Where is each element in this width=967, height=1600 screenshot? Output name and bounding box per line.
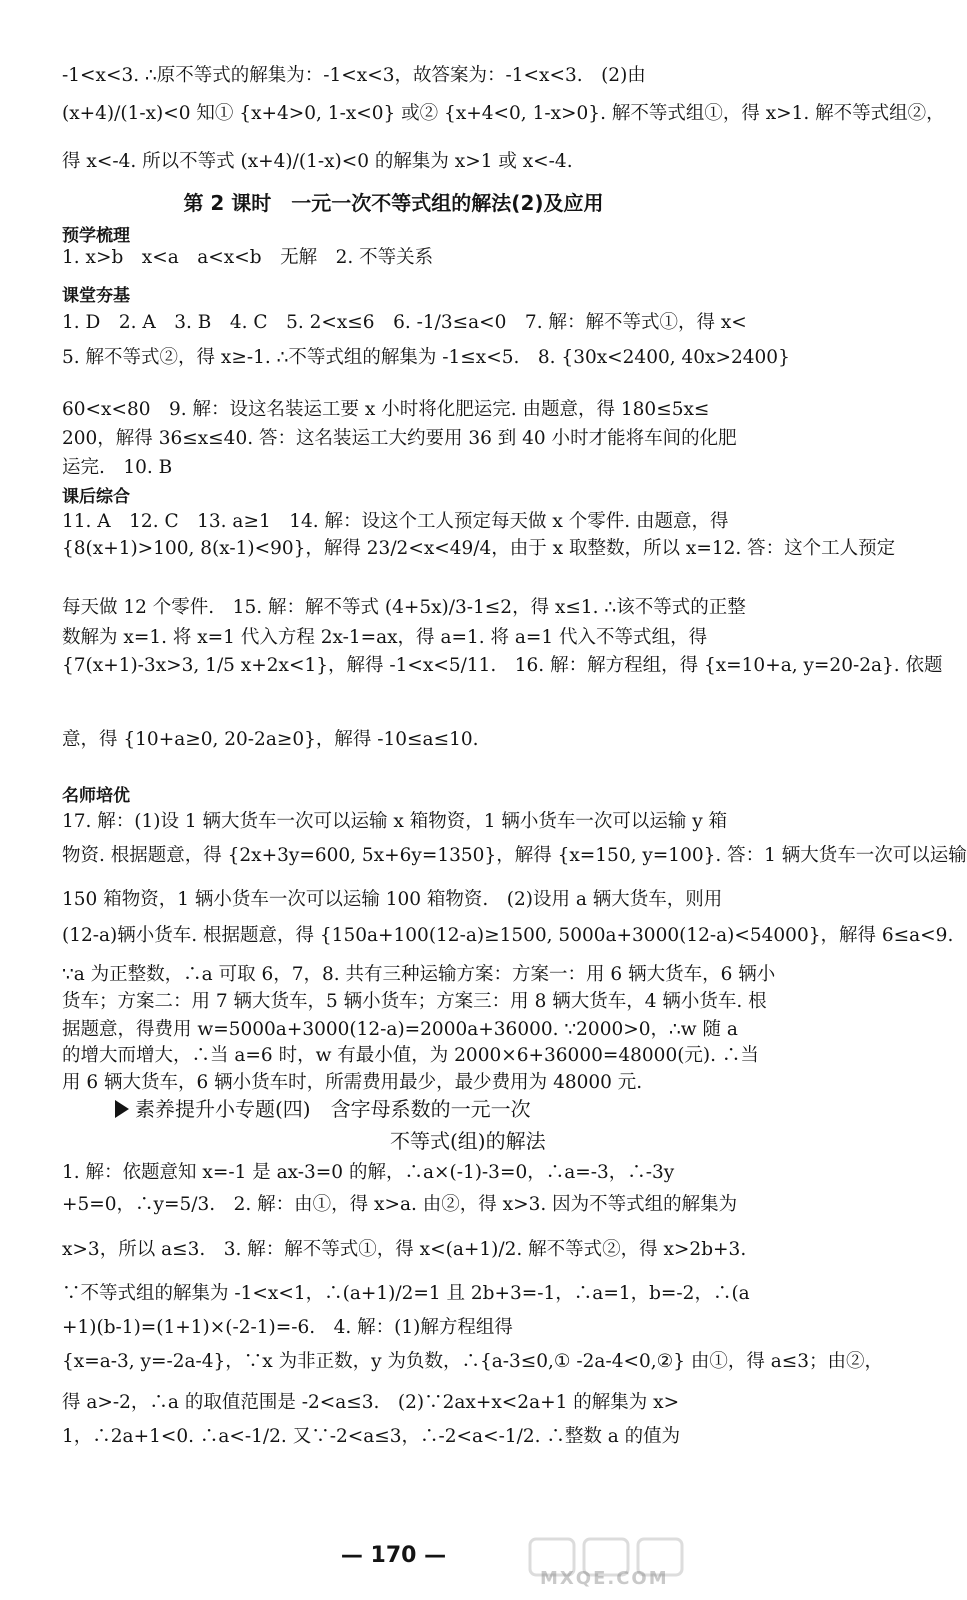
text-line: 每天做 12 个零件. 15. 解：解不等式 (4+5x)/3-1≤2，得 x≤1. ∴该不等式的正整 <box>62 597 746 618</box>
text-line: 200，解得 36≤x≤40. 答：这名装运工大约要用 36 到 40 小时才能将车间的化肥 <box>62 428 737 449</box>
text-line: 用 6 辆大货车，6 辆小货车时，所需费用最少，最少费用为 48000 元. <box>62 1072 643 1093</box>
section-heading: 课堂夯基 <box>62 286 130 306</box>
text-line: 运完. 10. B <box>62 457 173 478</box>
text-line: 150 箱物资，1 辆小货车一次可以运输 100 箱物资. (2)设用 a 辆大货车，则用 <box>62 889 723 910</box>
watermark-text: MXQE.COM <box>540 1568 669 1589</box>
text-line: 60<x<80 9. 解：设这名装运工要 x 小时将化肥运完. 由题意，得 180≤5x≤ <box>62 399 710 420</box>
text-line: {8(x+1)>100, 8(x-1)<90}，解得 23/2<x<49/4，由于 x 取整数，所以 x=12. 答：这个工人预定 <box>62 538 896 559</box>
text-line: 1，∴2a+1<0. ∴a<-1/2. 又∵-2<a≤3，∴-2<a<-1/2. ∴整数 a 的值为 <box>62 1426 681 1447</box>
text-line: +1)(b-1)=(1+1)×(-2-1)=-6. 4. 解：(1)解方程组得 <box>62 1317 513 1338</box>
text-line: ∵a 为正整数，∴a 可取 6，7，8. 共有三种运输方案：方案一：用 6 辆大货车，6 辆小 <box>62 964 776 985</box>
text-line: (x+4)/(1-x)<0 知① {x+4>0, 1-x<0} 或② {x+4<0, 1-x>0}. 解不等式组①，得 x>1. 解不等式组②， <box>62 103 945 124</box>
section-heading: 名师培优 <box>62 786 130 806</box>
triangle-bullet-icon <box>115 1100 129 1118</box>
text-line: 17. 解：(1)设 1 辆大货车一次可以运输 x 箱物资，1 辆小货车一次可以运输 y 箱 <box>62 811 728 832</box>
topic-heading-line2: 不等式(组)的解法 <box>390 1129 546 1153</box>
text-line: 11. A 12. C 13. a≥1 14. 解：设这个工人预定每天做 x 个零件. 由题意，得 <box>62 511 729 532</box>
text-line: +5=0，∴y=5/3. 2. 解：由①，得 x>a. 由②，得 x>3. 因为不等式组的解集为 <box>62 1194 738 1215</box>
text-line: ∵不等式组的解集为 -1<x<1，∴(a+1)/2=1 且 2b+3=-1，∴a=1，b=-2，∴(a <box>62 1283 750 1304</box>
text-line: 1. x>b x<a a<x<b 无解 2. 不等关系 <box>62 247 434 268</box>
page-number: — 170 — <box>340 1543 447 1568</box>
text-line: 物资. 根据题意，得 {2x+3y=600, 5x+6y=1350}，解得 {x=150, y=100}. 答：1 辆大货车一次可以运输 <box>62 845 967 866</box>
lesson-title: 第 2 课时 一元一次不等式组的解法(2)及应用 <box>183 191 604 215</box>
section-heading: 课后综合 <box>62 487 130 507</box>
text-line: 5. 解不等式②，得 x≥-1. ∴不等式组的解集为 -1≤x<5. 8. {30x<2400, 40x>2400} <box>62 347 790 368</box>
text-line: 数解为 x=1. 将 x=1 代入方程 2x-1=ax，得 a=1. 将 a=1 代入不等式组，得 <box>62 627 708 648</box>
text-line: 1. 解：依题意知 x=-1 是 ax-3=0 的解，∴a×(-1)-3=0，∴a=-3，∴-3y <box>62 1162 675 1183</box>
text-line: 得 x<-4. 所以不等式 (x+4)/(1-x)<0 的解集为 x>1 或 x<-4. <box>62 151 573 172</box>
text-line: x>3，所以 a≤3. 3. 解：解不等式①，得 x<(a+1)/2. 解不等式②，得 x>2b+3. <box>62 1239 747 1260</box>
topic-heading-line1 <box>115 1096 735 1122</box>
section-heading: 预学梳理 <box>62 226 130 246</box>
text-line: -1<x<3. ∴原不等式的解集为：-1<x<3，故答案为：-1<x<3. (2)由 <box>62 65 646 86</box>
text-line: 的增大而增大，∴当 a=6 时，w 有最小值，为 2000×6+36000=48000(元). ∴当 <box>62 1045 759 1066</box>
topic-title-line1: 素养提升小专题(四) 含字母系数的一元一次 <box>135 1097 531 1121</box>
text-line: 得 a>-2，∴a 的取值范围是 -2<a≤3. (2)∵2ax+x<2a+1 的解集为 x> <box>62 1392 680 1413</box>
text-line: 1. D 2. A 3. B 4. C 5. 2<x≤6 6. -1/3≤a<0 7. 解：解不等式①，得 x< <box>62 312 747 333</box>
text-line: {7(x+1)-3x>3, 1/5 x+2x<1}，解得 -1<x<5/11. 16. 解：解方程组，得 {x=10+a, y=20-2a}. 依题 <box>62 655 943 676</box>
text-line: 意，得 {10+a≥0, 20-2a≥0}，解得 -10≤a≤10. <box>62 729 479 750</box>
text-line: (12-a)辆小货车. 根据题意，得 {150a+100(12-a)≥1500, 5000a+3000(12-a)<54000}，解得 6≤a<9. <box>62 925 954 946</box>
text-line: {x=a-3, y=-2a-4}，∵x 为非正数，y 为负数，∴{a-3≤0,① -2a-4<0,②} 由①，得 a≤3；由②， <box>62 1351 884 1372</box>
text-line: 货车；方案二：用 7 辆大货车，5 辆小货车；方案三：用 8 辆大货车，4 辆小货车. 根 <box>62 991 767 1012</box>
text-line: 据题意，得费用 w=5000a+3000(12-a)=2000a+36000. ∵2000>0，∴w 随 a <box>62 1019 738 1040</box>
